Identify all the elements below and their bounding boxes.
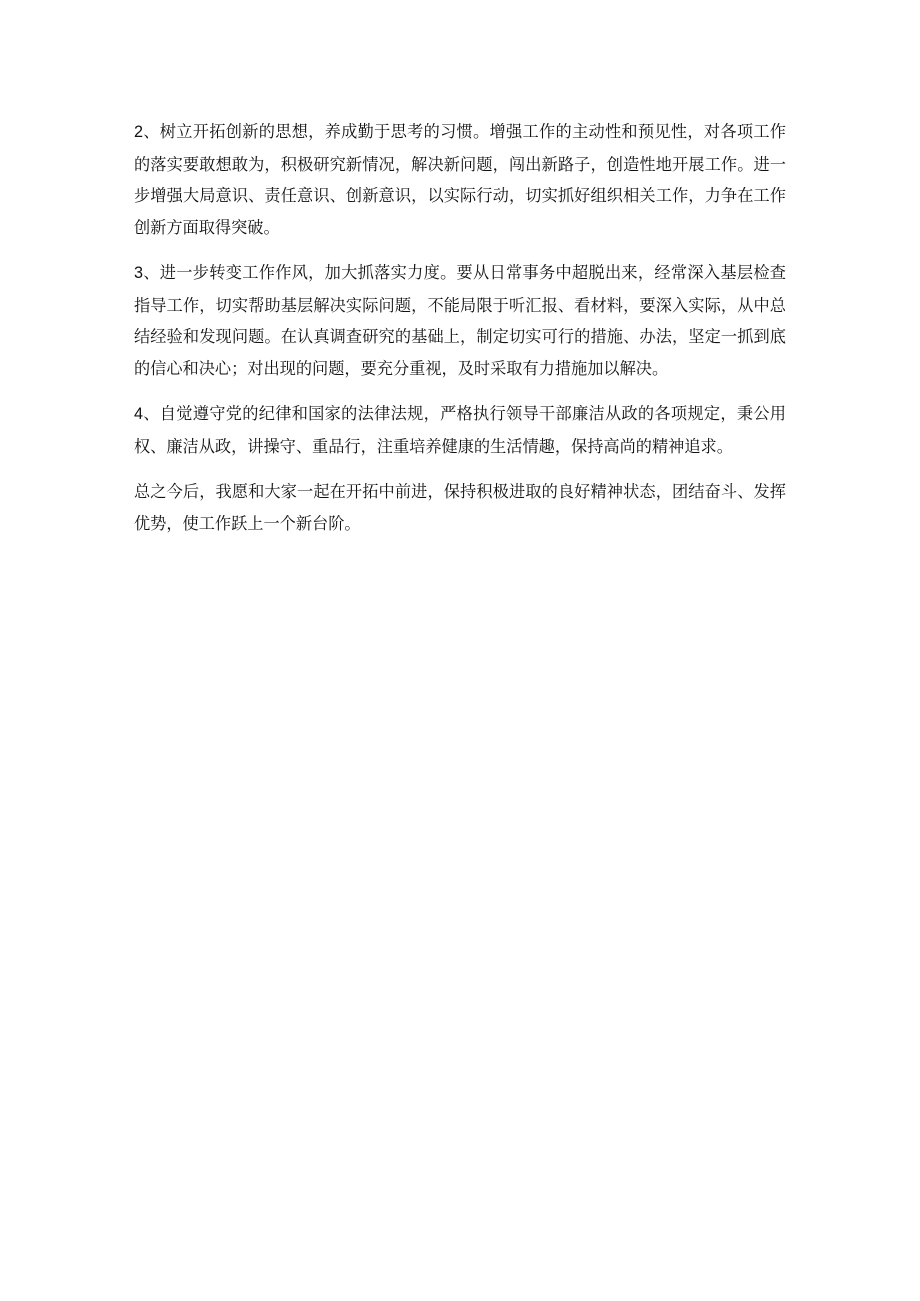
paragraph-item-2 <box>134 116 786 243</box>
paragraph-item-3 <box>134 257 786 384</box>
paragraph-text: 、进一步转变工作作风，加大抓落实力度。要从日常事务中超脱出来，经常深入基层检查指导工作，切实帮助基层解决实际问题，不能局限于听汇报、看材料，要深入实际，从中总结经验和发现问题。在认真调查研究的基础上，制定切实可行的措施、办法，坚定一抓到底的信心和决心；对出现的问题，要充分重视，及时采取有力措施加以解决。 <box>134 263 786 378</box>
document-body <box>134 116 786 553</box>
paragraph-number: 3 <box>134 264 144 282</box>
paragraph-item-4 <box>134 398 786 462</box>
paragraph-conclusion <box>134 476 786 539</box>
paragraph-number: 4 <box>134 405 144 423</box>
paragraph-text: 总之今后，我愿和大家一起在开拓中前进，保持积极进取的良好精神状态，团结奋斗、发挥优势，使工作跃上一个新台阶。 <box>134 482 786 533</box>
paragraph-text: 、自觉遵守党的纪律和国家的法律法规，严格执行领导干部廉洁从政的各项规定，秉公用权、廉洁从政，讲操守、重品行，注重培养健康的生活情趣，保持高尚的精神追求。 <box>134 404 786 456</box>
paragraph-number: 2 <box>134 123 144 141</box>
paragraph-text: 、树立开拓创新的思想，养成勤于思考的习惯。增强工作的主动性和预见性，对各项工作的落实要敢想敢为，积极研究新情况，解决新问题，闯出新路子，创造性地开展工作。进一步增强大局意识、责任意识、创新意识，以实际行动，切实抓好组织相关工作，力争在工作创新方面取得突破。 <box>134 122 786 237</box>
